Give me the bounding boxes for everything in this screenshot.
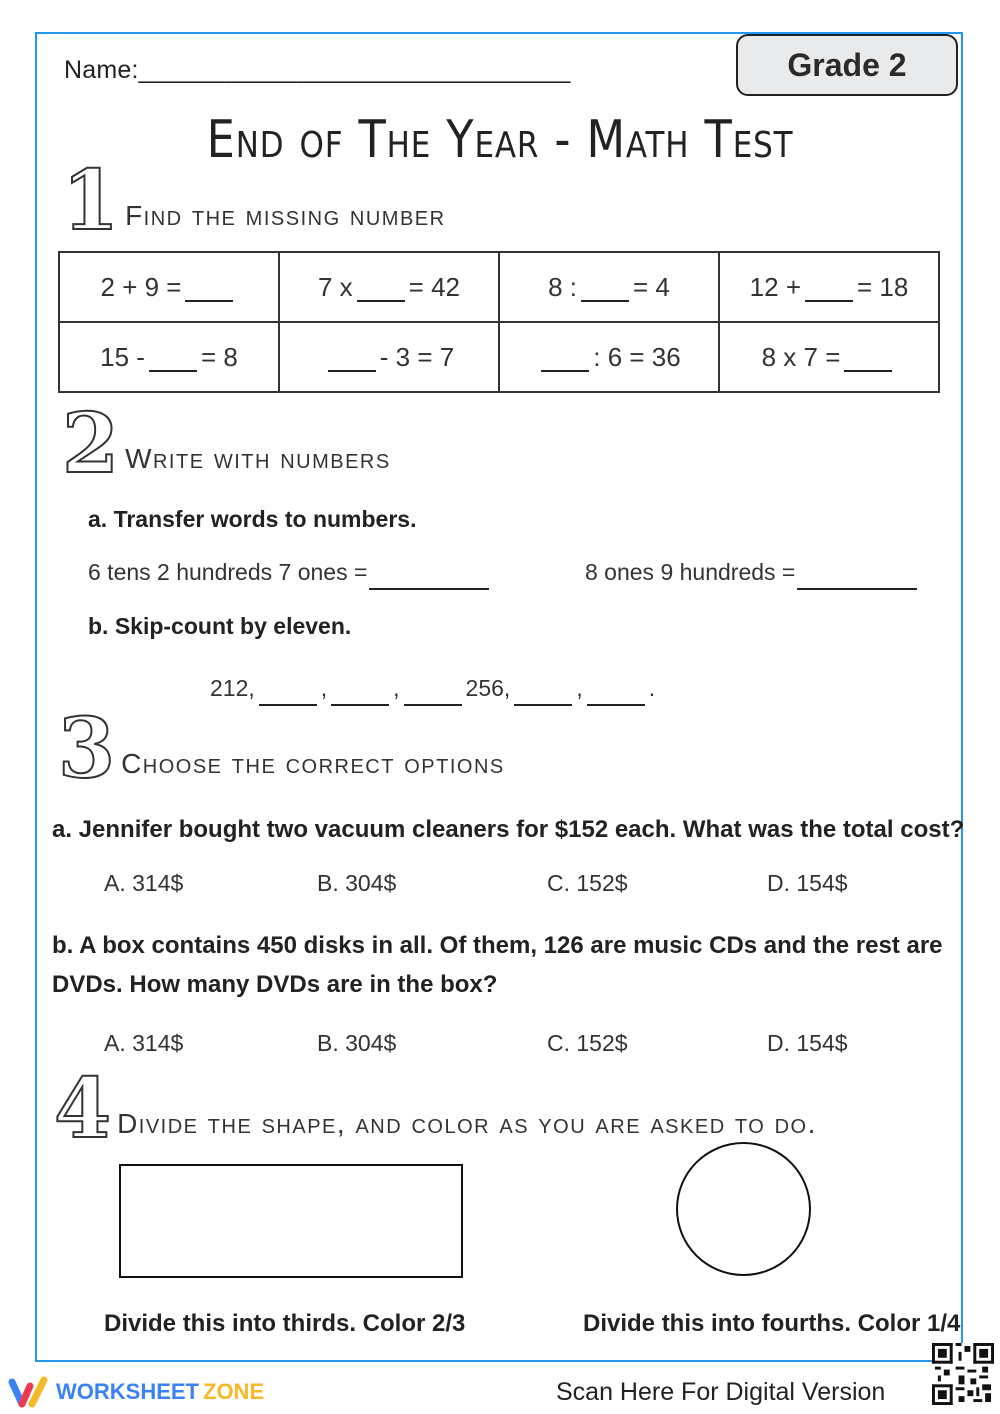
answer-blank[interactable] bbox=[587, 704, 645, 706]
section-2-header bbox=[62, 396, 391, 492]
option-d[interactable]: D. 154$ bbox=[767, 1030, 848, 1056]
section-4-title: Divide the shape, and color as you are asked to do. bbox=[117, 1108, 817, 1139]
option-c[interactable]: C. 152$ bbox=[547, 870, 628, 896]
answer-blank[interactable] bbox=[541, 369, 589, 372]
question-a: a. Jennifer bought two vacuum cleaners for $152 each. What was the total cost? bbox=[52, 816, 965, 843]
answer-blank[interactable] bbox=[805, 299, 853, 302]
option-d[interactable]: D. 154$ bbox=[767, 870, 848, 896]
brand-zone: ZONE bbox=[203, 1379, 265, 1404]
table-row bbox=[59, 252, 939, 322]
answer-blank[interactable] bbox=[369, 588, 489, 590]
transfer-item-2: 8 ones 9 hundreds = bbox=[585, 559, 917, 590]
option-a[interactable]: A. 314$ bbox=[104, 1030, 184, 1056]
equation-cell[interactable]: 12 + = 18 bbox=[719, 252, 939, 322]
option-b[interactable]: B. 304$ bbox=[317, 870, 397, 896]
table-row bbox=[59, 322, 939, 392]
skip-count-sequence: 212, , , 256, , . bbox=[210, 675, 655, 706]
number-three-icon: 3 bbox=[58, 701, 116, 797]
answer-blank[interactable] bbox=[844, 369, 892, 372]
number-two-icon: 2 bbox=[62, 396, 120, 492]
equation-cell[interactable]: 8 x 7 = bbox=[719, 322, 939, 392]
brand-worksheet: WORKSHEET bbox=[56, 1379, 199, 1404]
section-3-title: Choose the correct options bbox=[121, 748, 505, 779]
equation-cell[interactable]: : 6 = 36 bbox=[499, 322, 719, 392]
answer-blank[interactable] bbox=[259, 704, 317, 706]
answer-blank[interactable] bbox=[514, 704, 572, 706]
worksheetzone-logo[interactable] bbox=[8, 1376, 264, 1408]
section-2-title: Write with numbers bbox=[125, 443, 391, 474]
transfer-words-label: a. Transfer words to numbers. bbox=[88, 506, 417, 532]
name-line: ______________________________ bbox=[138, 56, 571, 84]
section-4-header bbox=[54, 1061, 817, 1157]
number-one-icon: 1 bbox=[62, 153, 120, 249]
number-four-icon: 4 bbox=[54, 1061, 112, 1157]
option-b[interactable]: B. 304$ bbox=[317, 1030, 397, 1056]
circle-shape[interactable] bbox=[676, 1142, 811, 1276]
name-field[interactable] bbox=[64, 56, 571, 85]
equation-cell[interactable]: 8 : = 4 bbox=[499, 252, 719, 322]
answer-blank[interactable] bbox=[581, 299, 629, 302]
grade-badge bbox=[736, 34, 958, 96]
qr-code-icon[interactable] bbox=[932, 1343, 994, 1405]
section-3-header bbox=[58, 701, 505, 797]
scan-text: Scan Here For Digital Version bbox=[556, 1378, 886, 1406]
rectangle-caption: Divide this into thirds. Color 2/3 bbox=[104, 1310, 466, 1337]
equation-cell[interactable]: 2 + 9 = bbox=[59, 252, 279, 322]
question-b: b. A box contains 450 disks in all. Of them, 126 are music CDs and the rest are DVDs. How many DVDs are in the box? bbox=[52, 932, 943, 998]
answer-blank[interactable] bbox=[331, 704, 389, 706]
equation-cell[interactable]: 15 - = 8 bbox=[59, 322, 279, 392]
question-b-options bbox=[104, 1030, 924, 1060]
answer-blank[interactable] bbox=[328, 369, 376, 372]
option-a[interactable]: A. 314$ bbox=[104, 870, 184, 896]
answer-blank[interactable] bbox=[404, 704, 462, 706]
equation-cell[interactable]: 7 x = 42 bbox=[279, 252, 499, 322]
circle-caption: Divide this into fourths. Color 1/4 bbox=[583, 1310, 961, 1337]
answer-blank[interactable] bbox=[797, 588, 917, 590]
equation-cell[interactable]: - 3 = 7 bbox=[279, 322, 499, 392]
page-title: End of The Year - Math Test bbox=[206, 110, 794, 170]
answer-blank[interactable] bbox=[185, 299, 233, 302]
name-label: Name: bbox=[64, 56, 139, 84]
missing-number-table bbox=[58, 251, 940, 393]
grade-label: Grade 2 bbox=[787, 46, 907, 83]
transfer-item-1: 6 tens 2 hundreds 7 ones = bbox=[88, 559, 489, 590]
question-a-options bbox=[104, 870, 924, 900]
section-1-header bbox=[62, 153, 446, 249]
option-c[interactable]: C. 152$ bbox=[547, 1030, 628, 1056]
skip-count-label: b. Skip-count by eleven. bbox=[88, 613, 352, 639]
w-logo-icon bbox=[8, 1376, 50, 1408]
answer-blank[interactable] bbox=[357, 299, 405, 302]
section-1-title: Find the missing number bbox=[125, 200, 446, 231]
rectangle-shape[interactable] bbox=[119, 1164, 463, 1278]
answer-blank[interactable] bbox=[149, 369, 197, 372]
